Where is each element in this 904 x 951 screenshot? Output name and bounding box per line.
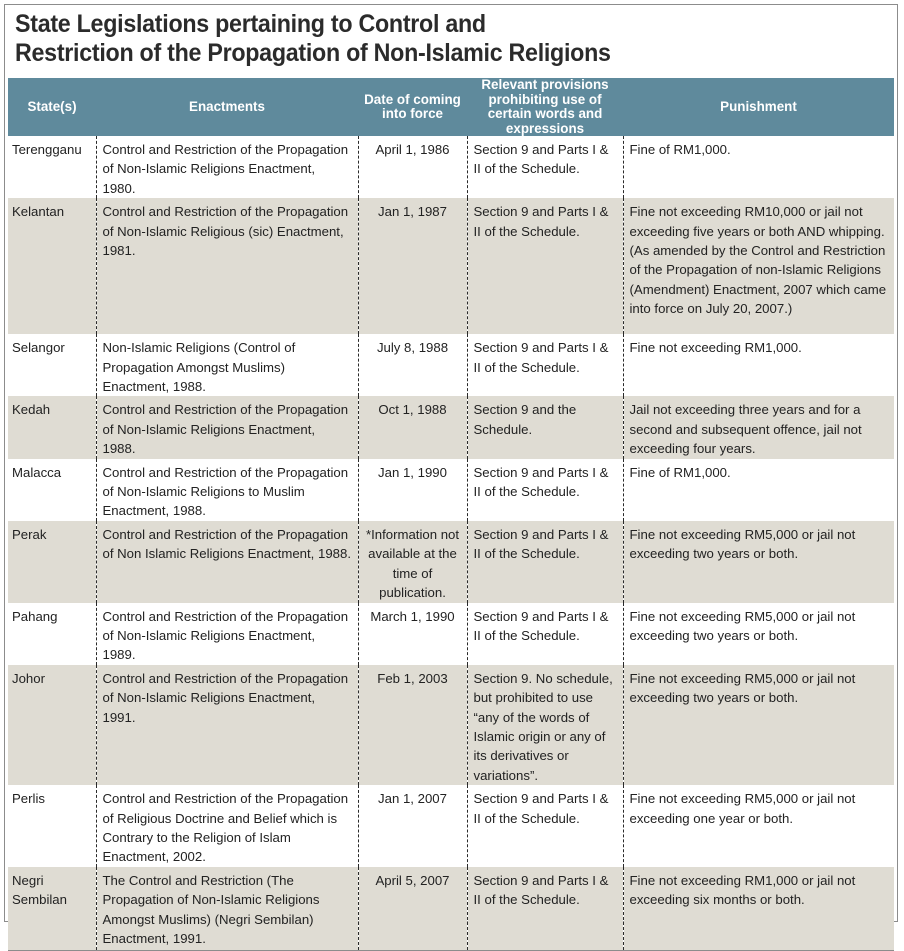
cell-date: *Information not available at the time of publication. [358, 521, 467, 603]
cell-date: Jan 1, 1990 [358, 459, 467, 521]
cell-enactment: Control and Restriction of the Propagation of Non-Islamic Religions to Muslim Enactment, 1988. [96, 459, 358, 521]
cell-provisions: Section 9 and the Schedule. [467, 396, 623, 458]
cell-state: Negri Sembilan [8, 867, 96, 951]
header-state: State(s) [8, 78, 96, 136]
cell-state: Kedah [8, 396, 96, 458]
cell-punishment: Fine not exceeding RM5,000 or jail not exceeding two years or both. [623, 665, 894, 785]
legislation-table [8, 78, 894, 951]
cell-date: July 8, 1988 [358, 334, 467, 396]
table-row [8, 459, 894, 521]
cell-punishment: Fine not exceeding RM5,000 or jail not exceeding two years or both. [623, 603, 894, 665]
table-row [8, 785, 894, 867]
cell-provisions: Section 9 and Parts I & II of the Schedule. [467, 603, 623, 665]
cell-provisions: Section 9. No schedule, but prohibited to use “any of the words of Islamic origin or any of its derivatives or variations”. [467, 665, 623, 785]
cell-enactment: Control and Restriction of the Propagation of Non-Islamic Religious (sic) Enactment, 1981. [96, 198, 358, 334]
title-line-1: State Legislations pertaining to Control and [15, 10, 486, 38]
cell-date: Jan 1, 1987 [358, 198, 467, 334]
header-row [8, 78, 894, 136]
cell-enactment: Control and Restriction of the Propagation of Non-Islamic Religions Enactment, 1980. [96, 136, 358, 198]
table-row [8, 867, 894, 951]
cell-state: Perak [8, 521, 96, 603]
cell-date: Jan 1, 2007 [358, 785, 467, 867]
title-line-2: Restriction of the Propagation of Non-Islamic Religions [15, 39, 611, 67]
table-row [8, 603, 894, 665]
cell-punishment: Fine not exceeding RM1,000 or jail not exceeding six months or both. [623, 867, 894, 951]
cell-state: Perlis [12, 791, 45, 807]
cell-enactment: Control and Restriction of the Propagation of Non-Islamic Religions Enactment, 1989. [96, 603, 358, 665]
cell-punishment: Fine not exceeding RM5,000 or jail not exceeding two years or both. [623, 521, 894, 603]
table-row [8, 198, 894, 334]
table-row [8, 665, 894, 785]
cell-provisions: Section 9 and Parts I & II of the Schedule. [467, 785, 623, 867]
header-date: Date of coming into force [358, 78, 467, 136]
cell-enactment: Control and Restriction of the Propagation of Non Islamic Religions Enactment, 1988. [96, 521, 358, 603]
cell-enactment: Control and Restriction of the Propagation of Religious Doctrine and Belief which is Contrary to the Religion of Islam Enactment, 2002. [96, 785, 358, 867]
header-punishment: Punishment [623, 78, 894, 136]
table-header [8, 78, 894, 136]
cell-provisions: Section 9 and Parts I & II of the Schedule. [467, 136, 623, 198]
cell-enactment: The Control and Restriction (The Propagation of Non-Islamic Religions Amongst Muslims) (Negri Sembilan) Enactment, 1991. [96, 867, 358, 951]
cell-state: Selangor [12, 340, 65, 356]
cell-provisions: Section 9 and Parts I & II of the Schedule. [467, 334, 623, 396]
cell-date: April 5, 2007 [358, 867, 467, 951]
cell-provisions: Section 9 and Parts I & II of the Schedule. [467, 198, 623, 334]
cell-punishment: Fine not exceeding RM1,000. [623, 334, 894, 396]
cell-state: Kelantan [8, 198, 96, 334]
cell-date: March 1, 1990 [358, 603, 467, 665]
cell-punishment: Jail not exceeding three years and for a second and subsequent offence, jail not exceeding four years. [623, 396, 894, 458]
cell-state: Pahang [12, 608, 58, 624]
cell-state: Malacca [12, 464, 62, 480]
cell-date: Feb 1, 2003 [358, 665, 467, 785]
cell-enactment: Control and Restriction of the Propagation of Non-Islamic Religions Enactment, 1991. [96, 665, 358, 785]
cell-state: Johor [8, 665, 96, 785]
page-title [15, 10, 815, 68]
header-enactments: Enactments [96, 78, 358, 136]
cell-date: Oct 1, 1988 [358, 396, 467, 458]
cell-punishment: Fine not exceeding RM5,000 or jail not exceeding one year or both. [623, 785, 894, 867]
table-row [8, 396, 894, 458]
cell-punishment: Fine of RM1,000. [623, 136, 894, 198]
table-row [8, 334, 894, 396]
cell-enactment: Non-Islamic Religions (Control of Propagation Amongst Muslims) Enactment, 1988. [96, 334, 358, 396]
cell-enactment: Control and Restriction of the Propagation of Non-Islamic Religions Enactment, 1988. [96, 396, 358, 458]
cell-state: Terengganu [12, 142, 82, 157]
table-row [8, 136, 894, 198]
cell-provisions: Section 9 and Parts I & II of the Schedule. [467, 459, 623, 521]
cell-provisions: Section 9 and Parts I & II of the Schedule. [467, 867, 623, 951]
cell-provisions: Section 9 and Parts I & II of the Schedule. [467, 521, 623, 603]
table-row [8, 521, 894, 603]
cell-date: April 1, 1986 [358, 136, 467, 198]
header-provisions: Relevant provisions prohibiting use of certain words and expressions [467, 78, 623, 136]
cell-punishment: Fine of RM1,000. [623, 459, 894, 521]
cell-punishment: Fine not exceeding RM10,000 or jail not exceeding five years or both AND whipping. (As amended by the Control and Restriction of the Propagation of non-Islamic Religions (Amendment) Enactment, 2007 which came into force on July 20, 2007.) [623, 198, 894, 334]
table-body [8, 136, 894, 951]
